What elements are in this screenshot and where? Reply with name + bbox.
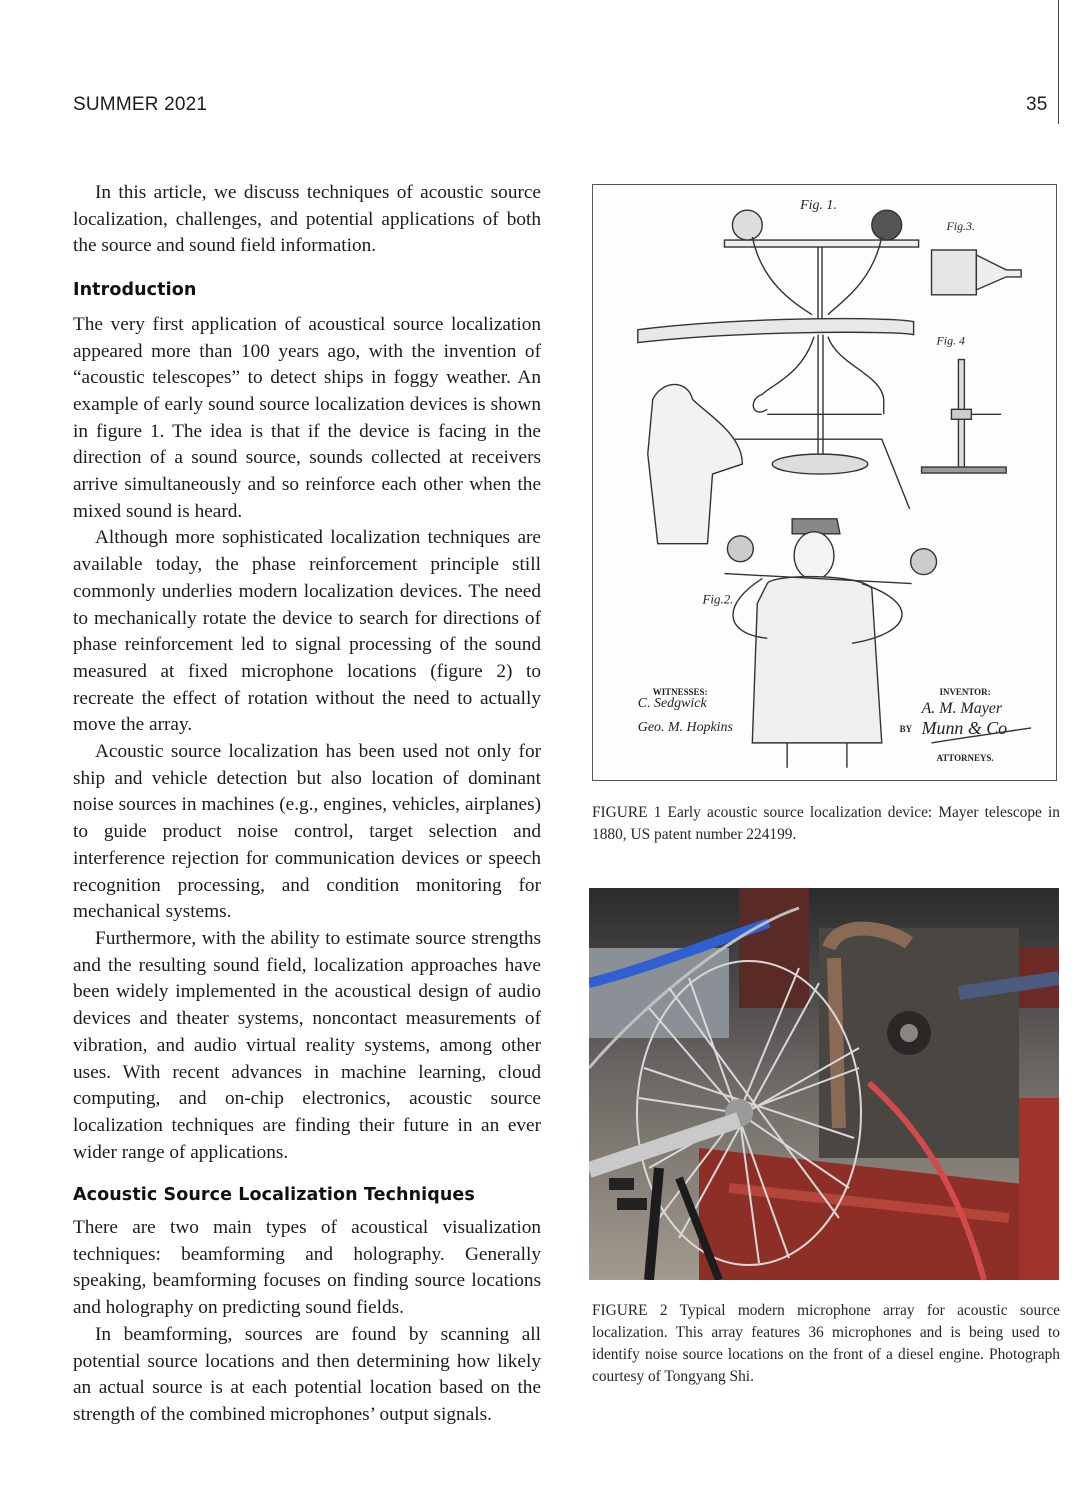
section-heading-introduction: Introduction: [73, 280, 197, 301]
article-body: [73, 180, 541, 1429]
fig2-label: Fig.2.: [702, 591, 734, 607]
figure-1-caption: FIGURE 1 Early acoustic source localization device: Mayer telescope in 1880, US patent number 224199.: [592, 804, 1060, 843]
section-heading-techniques: Acoustic Source Localization Techniques: [73, 1185, 475, 1206]
paragraph: There are two main types of acoustical visualization techniques: beamforming and holography. Generally speaking, beamforming focuses on finding source locations and holography on predicting sound fields.: [73, 1217, 541, 1319]
paragraph: Furthermore, with the ability to estimate source strengths and the resulting sound field, localization approaches have been widely implemented in the acoustical design of audio devices and theater systems, noncontact measurements of vibration, and audio virtual reality systems, among other uses. With recent advances in machine learning, cloud computing, and on-chip electronics, acoustic source localization techniques are finding their future in an ever wider range of applications.: [73, 927, 541, 1163]
figure-1-patent-drawing: [592, 184, 1057, 781]
page-number: 35: [1026, 94, 1048, 115]
lead-paragraph: In this article, we discuss techniques of acoustic source localization, challenges, and potential applications of both the source and sound field information.: [73, 182, 541, 257]
attorney-signature: Munn & Co: [921, 717, 1008, 738]
issue-label: SUMMER 2021: [73, 94, 208, 115]
attorneys-label: ATTORNEYS.: [936, 752, 994, 763]
figure-2-photograph: [589, 888, 1059, 1280]
paragraph: In beamforming, sources are found by scanning all potential source locations and then determining how likely an actual source is at each potential location based on the strength of the combined microphones’ output signals.: [73, 1323, 541, 1425]
paragraph: Although more sophisticated localization techniques are available today, the phase reinforcement principle still commonly underlies modern localization devices. The need to mechanically rotate the device to search for directions of phase reinforcement led to signal processing of the sound measured at fixed microphone locations (figure 2) to recreate the effect of rotation without the need to actually move the array.: [73, 527, 541, 736]
figure-2-caption: FIGURE 2 Typical modern microphone array for acoustic source localization. This array features 36 microphones and is being used to identify noise source locations on the front of a diesel engine. Photograph courtesy of Tongyang Shi.: [592, 1302, 1060, 1385]
witness-signature-1: C. Sedgwick: [637, 696, 707, 712]
fig1-label: Fig. 1.: [800, 198, 837, 214]
page-edge-rule: [1058, 0, 1059, 124]
inventor-signature: A. M. Mayer: [921, 700, 1003, 718]
paragraph: The very first application of acoustical source localization appeared more than 100 years ago, with the invention of “acoustic telescopes” to detect ships in foggy weather. An example of early sound source localization devices is shown in figure 1. The idea is that if the device is facing in the direction of a sound source, sounds collected at receivers arrive simultaneously and so reinforce each other when the mixed sound is heard.: [73, 313, 541, 522]
inventor-label: INVENTOR:: [939, 687, 991, 698]
witnesses-label: WITNESSES:: [652, 687, 708, 698]
by-label: BY: [899, 723, 913, 734]
paragraph: Acoustic source localization has been used not only for ship and vehicle detection but also location of dominant noise sources in machines (e.g., engines, vehicles, airplanes) to guide product noise control, target selection and interference rejection for communication devices or speech recognition processing, and condition monitoring for mechanical systems.: [73, 741, 541, 923]
fig4-label: Fig. 4: [936, 333, 966, 348]
microphone-array-photo: [589, 888, 1059, 1280]
witness-signature-2: Geo. M. Hopkins: [637, 719, 733, 735]
acoustic-telescope-illustration: [593, 185, 1056, 780]
fig3-label: Fig.3.: [946, 219, 975, 234]
